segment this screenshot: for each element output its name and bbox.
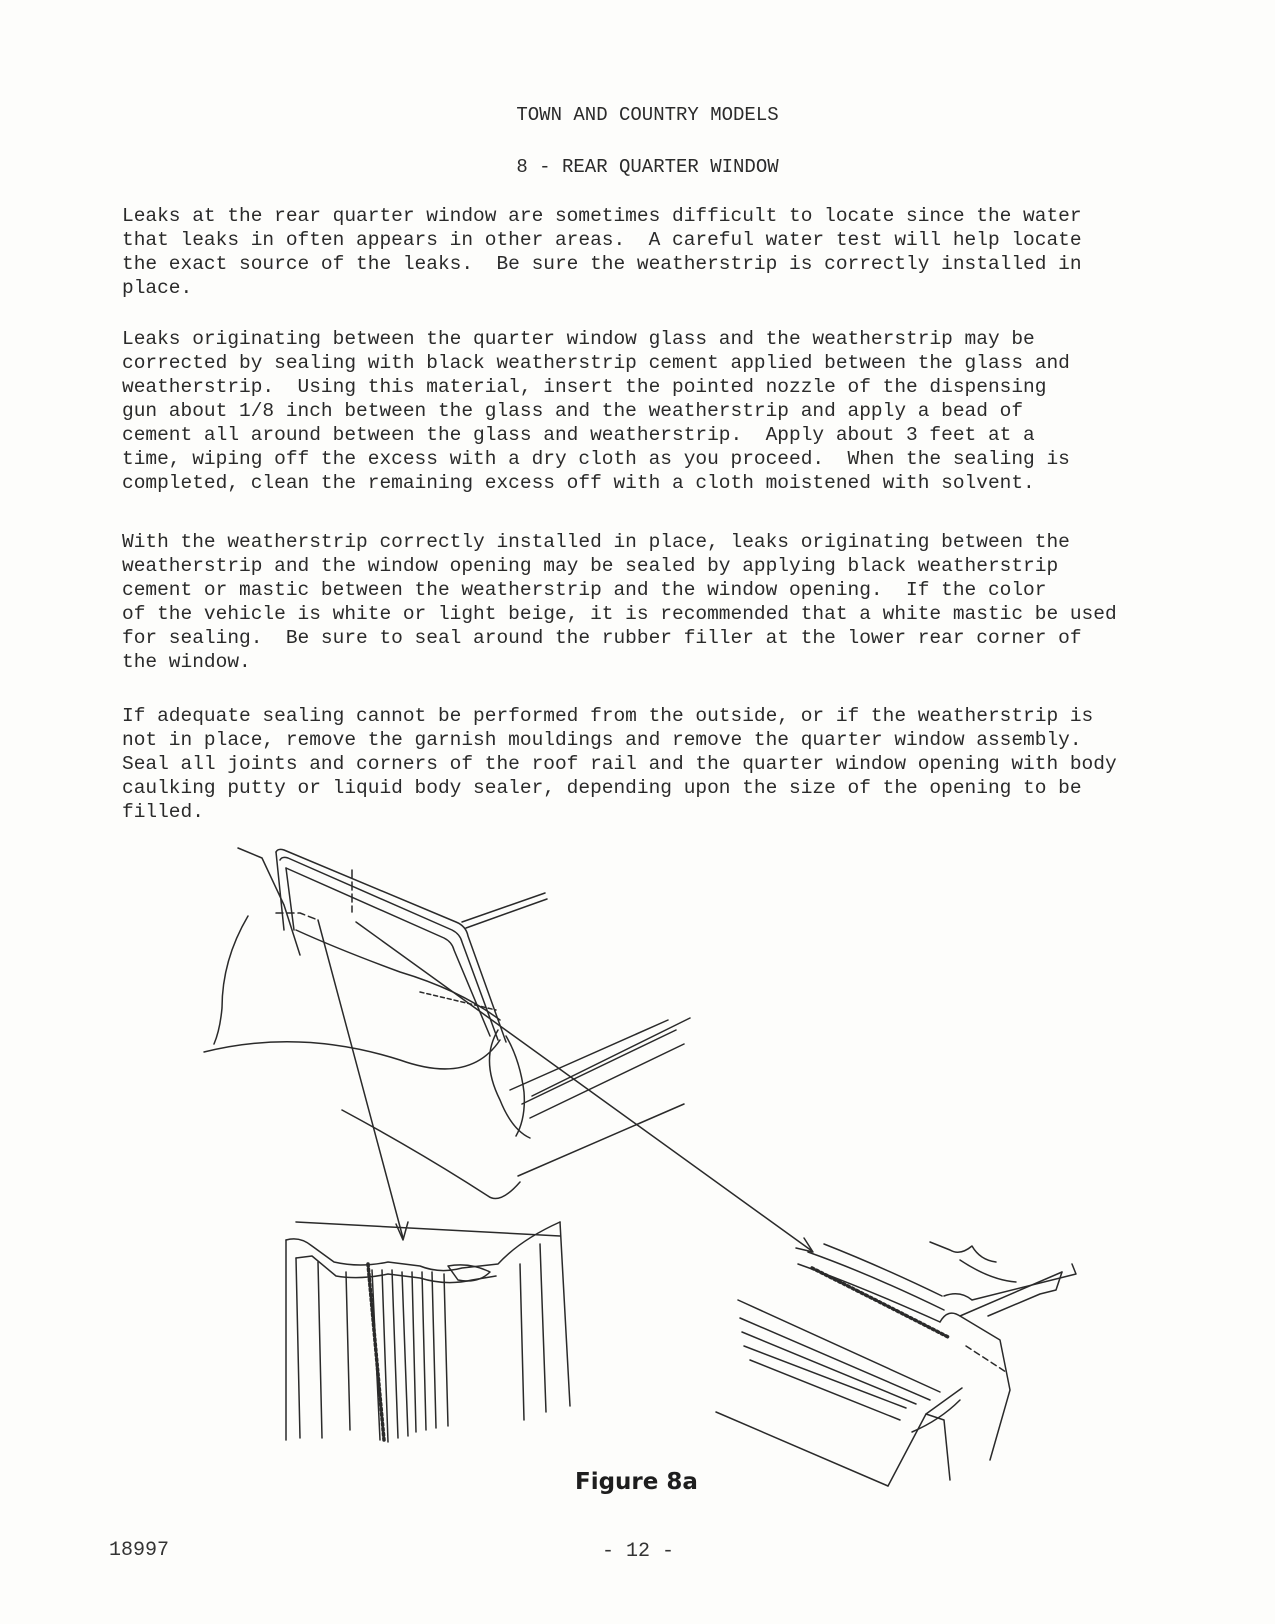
text-line: filled. [122,801,204,823]
text-line: corrected by sealing with black weatherstrip cement applied between the glass and [122,352,1070,374]
subsection-title: 8 - REAR QUARTER WINDOW [516,156,779,178]
right-section-detail [716,1242,1076,1486]
text-line: Seal all joints and corners of the roof rail and the quarter window opening with body [122,753,1117,775]
text-line: Leaks originating between the quarter window glass and the weatherstrip may be [122,328,1035,350]
text-line: place. [122,277,193,299]
car-quarter-window-drawing [204,848,690,1199]
text-line: that leaks in often appears in other areas. A careful water test will help locate [122,229,1082,251]
text-line: time, wiping off the excess with a dry cloth as you proceed. When the sealing is [122,448,1070,470]
text-line: With the weatherstrip correctly installed in place, leaks originating between the [122,531,1070,553]
text-line: of the vehicle is white or light beige, it is recommended that a white mastic be used [122,603,1117,625]
text-line: caulking putty or liquid body sealer, depending upon the size of the opening to be [122,777,1082,799]
section-title: TOWN AND COUNTRY MODELS [516,104,779,126]
page-number: - 12 - [602,1540,675,1563]
figure-caption: Figure 8a [575,1469,698,1495]
text-line: completed, clean the remaining excess off with a cloth moistened with solvent. [122,472,1035,494]
text-line: not in place, remove the garnish mouldings and remove the quarter window assembly. [122,729,1082,751]
text-line: weatherstrip. Using this material, insert the pointed nozzle of the dispensing [122,376,1047,398]
text-line: the exact source of the leaks. Be sure the weatherstrip is correctly installed in [122,253,1082,275]
text-line: gun about 1/8 inch between the glass and the weatherstrip and apply a bead of [122,400,1024,422]
text-line: the window. [122,651,251,673]
text-line: If adequate sealing cannot be performed from the outside, or if the weatherstrip is [122,705,1094,727]
text-line: cement all around between the glass and weatherstrip. Apply about 3 feet at a [122,424,1035,446]
left-section-detail [286,1222,570,1442]
text-line: for sealing. Be sure to seal around the rubber filler at the lower rear corner of [122,627,1082,649]
text-line: weatherstrip and the window opening may be sealed by applying black weatherstrip [122,555,1059,577]
text-line: Leaks at the rear quarter window are sometimes difficult to locate since the water [122,205,1082,227]
document-number: 18997 [109,1539,170,1562]
text-line: cement or mastic between the weatherstrip and the window opening. If the color [122,579,1047,601]
